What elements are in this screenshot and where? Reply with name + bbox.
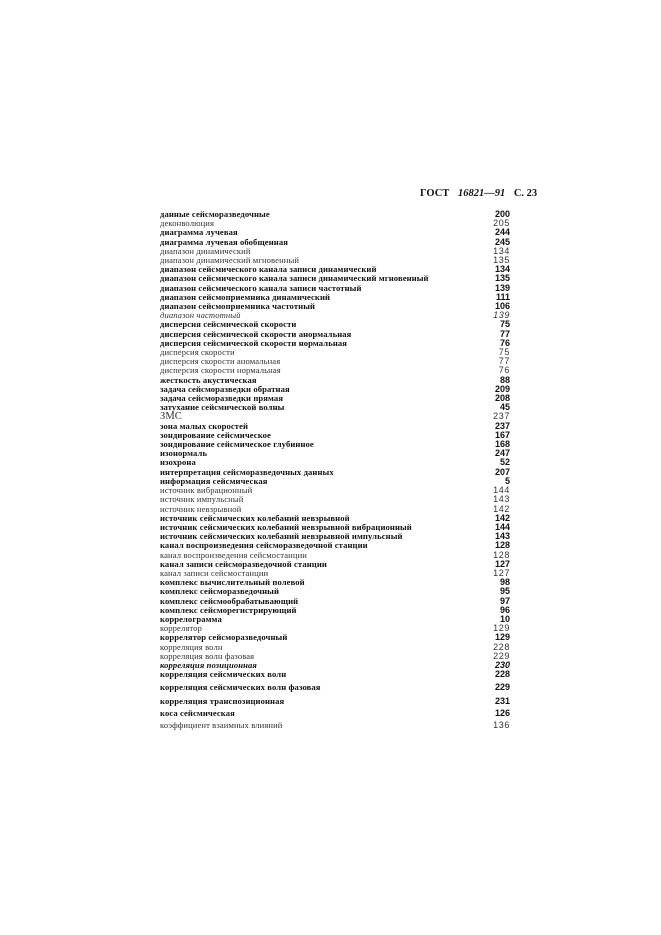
index-term: источник сейсмических колебаний невзрывной импульсный [160,531,403,542]
index-page: 144 [494,521,510,532]
index-term: коэффициент взаимных влияний [160,719,283,730]
index-page: 126 [494,707,510,718]
index-page: 75 [499,319,510,330]
standard-number: 16821—91 [457,188,506,199]
index-page: 127 [494,558,510,569]
index-term: диапазон динамический мгновенный [160,255,300,266]
index-page: 111 [495,291,510,302]
index-page: 230 [494,659,510,670]
index-term: данные сейсморазведочные [160,209,270,219]
index-page: 167 [494,429,510,440]
index-term: комплекс сейсмообрабатывающий [160,595,299,606]
index-page: 229 [494,682,510,693]
index-page: 88 [499,374,510,385]
index-page: 76 [499,337,510,348]
index-page: 5 [504,475,510,486]
index-page: 144 [493,485,510,496]
index-page: 247 [494,448,510,459]
index-term: источник невзрывной [160,503,242,514]
index-page: 135 [493,255,510,266]
index-term: задача сейсморазведки обратная [160,383,290,394]
index-page: 245 [494,236,510,247]
index-term: канал воспроизведения сейсмостанции [160,549,307,560]
index-page: 200 [494,209,510,219]
index-term: комплекс сейсморазведочный [160,586,280,597]
index-term: информация сейсмическая [160,475,268,486]
index-term: интерпретация сейсморазведочных данных [160,466,334,477]
page-number: С. 23 [513,188,538,199]
index-term: коррелограмма [160,613,222,624]
index-entry [160,709,510,718]
index-page: 129 [494,632,510,643]
index-page: 231 [494,695,510,706]
index-term: источник импульсный [160,494,244,505]
index-term: дисперсия скорости [160,347,235,358]
index-term: источник сейсмических колебаний невзрывной вибрационный [160,521,412,532]
index-page: 205 [493,218,510,229]
index-entry [160,615,510,624]
index-term: источник вибрационный [160,485,253,496]
index-page: 135 [494,273,510,284]
index-page: 128 [493,549,510,560]
index-term: изонормаль [160,448,208,459]
index-page: 136 [493,719,510,730]
index-term: диапазон частотный [160,310,241,321]
index-term: зона малых скоростей [160,420,249,431]
index-term: коса сейсмическая [160,707,235,718]
index-term: канал записи сейсмостанции [160,567,269,578]
index-page: 10 [499,613,510,624]
index-page: 143 [494,531,510,542]
index-entry [160,683,510,692]
index-page: 208 [494,393,510,404]
index-term: затухание сейсмической волны [160,402,285,413]
index-page: 127 [493,567,510,578]
index-page: 228 [493,641,510,652]
index-page: 45 [499,402,510,413]
index-term: деконволюция [160,218,215,229]
index-term: диапазон сейсмоприемника динамический [160,291,331,302]
index-term: коррелятор сейсморазведочный [160,632,288,643]
index-page: 75 [498,347,510,358]
index-term: источник сейсмических колебаний невзрывной [160,512,350,523]
index-term: корреляция позиционная [160,659,257,670]
index-page: 97 [499,595,510,606]
index-term: диапазон сейсмоприемника частотный [160,301,316,312]
index-page: 76 [498,365,510,376]
index-page: 77 [499,328,510,339]
index-term: дисперсия скорости аномальная [160,356,281,367]
index-page: 106 [494,301,510,312]
index-entry [160,721,510,730]
index-page: 237 [494,420,510,431]
index-page: 237 [493,411,510,422]
index-page: 229 [493,650,510,661]
index-term: дисперсия сейсмической скорости анормальная [160,328,352,339]
index-term: корреляция волн [160,641,223,652]
index-page: 244 [494,227,510,238]
index-page: 209 [494,383,510,394]
standard-code: ГОСТ [420,188,450,199]
index-page: 129 [493,623,510,634]
index-term: задача сейсморазведки прямая [160,393,284,404]
index-term: зондирование сейсмическое глубинное [160,439,314,450]
index-page: 142 [493,503,510,514]
index-term: комплекс вычислительный полевой [160,577,305,588]
index-term: диаграмма лучевая [160,227,238,238]
index-term: дисперсия скорости нормальная [160,365,281,376]
index-term: корреляция транспозиционная [160,695,285,706]
index-term: канал записи сейсморазведочной станции [160,558,327,569]
index-page: 95 [499,586,510,597]
alphabetical-index [160,210,510,730]
index-term: зондирование сейсмическое [160,429,271,440]
index-page: 143 [493,494,510,505]
index-term: канал воспроизведения сейсморазведочной станции [160,540,368,551]
index-page: 128 [494,540,510,551]
index-entry [160,697,510,706]
index-term: ЗМС [160,411,182,423]
index-page: 134 [493,245,510,256]
index-page: 139 [493,310,510,321]
index-page: 228 [494,669,510,680]
index-term: корреляция сейсмических волн [160,669,287,680]
index-term: дисперсия сейсмической скорости [160,319,297,330]
index-page: 134 [494,264,510,275]
index-page: 142 [494,512,510,523]
index-term: диапазон сейсмического канала записи частотный [160,282,362,293]
index-term: диапазон динамический [160,245,251,256]
index-entry [160,670,510,679]
index-term: диапазон сейсмического канала записи динамический [160,264,377,275]
index-term: изохрона [160,457,196,468]
index-entry [160,440,510,449]
index-term: корреляция волн фазовая [160,650,255,661]
index-entry [160,403,510,412]
index-page: 98 [499,577,510,588]
index-page: 207 [494,466,510,477]
index-entry [160,449,510,458]
index-term: жесткость акустическая [160,374,257,385]
index-term: комплекс сейсморегистрирующий [160,604,297,615]
index-term: дисперсия сейсмической скорости нормальная [160,337,348,348]
index-page: 77 [498,356,510,367]
running-header [420,188,537,199]
index-page: 52 [499,457,510,468]
index-term: корреляция сейсмических волн фазовая [160,682,321,693]
index-page: 96 [499,604,510,615]
index-page: 168 [494,439,510,450]
index-term: диапазон сейсмического канала записи динамический мгновенный [160,273,429,284]
index-page: 139 [494,282,510,293]
index-term: диаграмма лучевая обобщенная [160,236,288,247]
index-term: коррелятор [160,623,202,634]
